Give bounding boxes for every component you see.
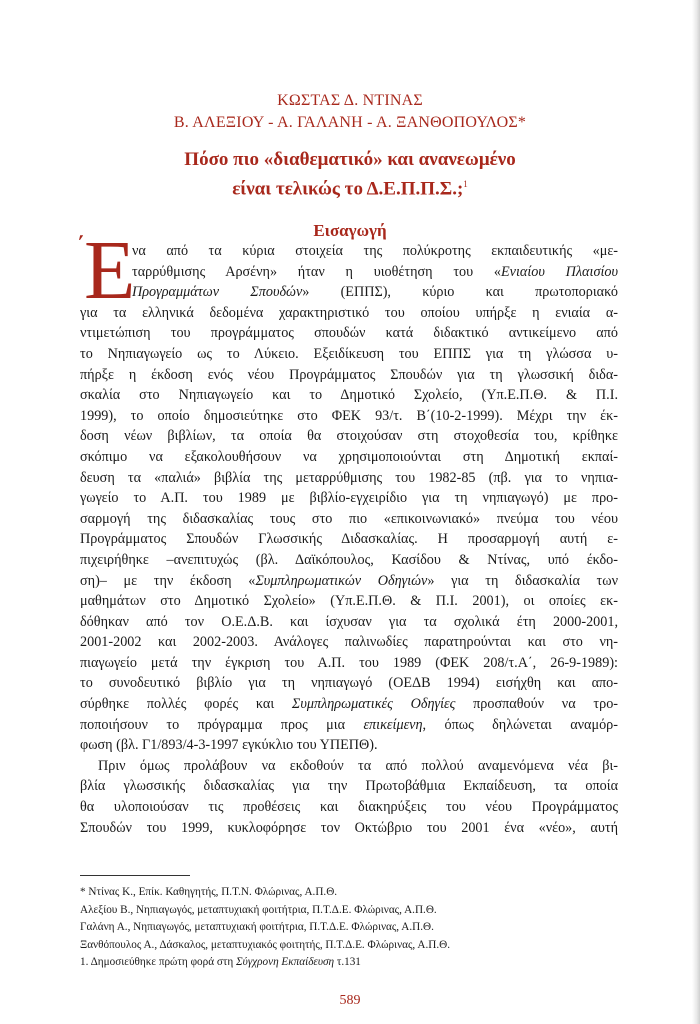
- body-line: βλία γλωσσικής διδασκαλίας για την Πρωτοβάθμια Εκπαίδευση, τα οποία: [80, 778, 618, 795]
- body-line-italic: Συμπληρωματικών Οδηγιών: [255, 572, 428, 589]
- body-line: [80, 715, 618, 736]
- footnote: Ξανθόπουλος Α., Δάσκαλος, μεταπτυχιακός φοιτητής, Π.Τ.Δ.Ε. Φλώρινας, Α.Π.Θ.: [80, 938, 451, 951]
- body-line: το Νηπιαγωγείο ως το Λύκειο. Εξειδίκευση του ΕΠΠΣ για τη γλώσσα υ-: [80, 345, 618, 362]
- body-line: Σπουδών του 1999, κυκλοφόρησε τον Οκτώβριο του 2001 ένα «νέο», αυτή: [80, 819, 618, 836]
- section-heading: Εισαγωγή: [313, 221, 387, 240]
- article-title: [0, 147, 700, 200]
- body-line: 1999), το οποίο δημοσιεύτηκε στο ΦΕΚ 93/τ. Β΄(10-2-1999). Μέχρι την έκ-: [80, 407, 618, 424]
- body-line: να από τα κύρια στοιχεία της πολύκροτης εκπαιδευτικής «με-: [132, 243, 618, 259]
- body-line: σαρμογή της διδασκαλίας τους στο πιο «επικοινωνιακό» πνεύμα του νέου: [80, 510, 618, 527]
- body-line: δευση τα «παλιά» βιβλία της μεταρρύθμισης του 1982-85 (πβ. για το νηπια-: [80, 469, 618, 486]
- footnote-rule: [80, 875, 190, 876]
- body-line-italic: Προγραμμάτων Σπουδών: [132, 284, 303, 301]
- footnotes: [80, 884, 620, 972]
- body-line-segment: ποποιήσουν το πρόγραμμα προς μια: [80, 716, 364, 733]
- body-line: σκαλία στο Νηπιαγωγείο και το Δημοτικό Σχολείο, (Υπ.Ε.Π.Θ. & Π.Ι.: [80, 387, 618, 404]
- body-line-segment: » για τη διδασκαλία των: [427, 572, 618, 589]
- body-line-segment: προσπαθούν να τρο-: [455, 696, 618, 713]
- body-line-italic: Συμπληρωματικές Οδηγίες: [291, 696, 456, 713]
- title-line-2: [0, 172, 700, 200]
- body-line: 2001-2002 και 2002-2003. Ανάλογες παλινωδίες παρατηρούνται και στο νη-: [80, 634, 618, 651]
- footnote: * Ντίνας Κ., Επίκ. Καθηγητής, Π.Τ.Ν. Φλώρινας, Α.Π.Θ.: [80, 886, 338, 898]
- body-line: πιαγωγείο μετά την έγκριση του Α.Π. του 1989 (ΦΕΚ 208/τ.Α΄, 26-9-1989):: [80, 654, 618, 671]
- footnote-segment: τ.131: [334, 956, 361, 968]
- body-line: πιχειρήθηκε –ανεπιτυχώς (βλ. Δαϊκόπουλος, Κασίδου & Ντίνας, υπό έκδο-: [80, 551, 618, 568]
- author-line-coauthors: Β. ΑΛΕΞΙΟΥ - Α. ΓΑΛΑΝΗ - Α. ΞΑΝΘΟΠΟΥΛΟΣ*: [173, 114, 527, 131]
- footnote: Αλεξίου Β., Νηπιαγωγός, μεταπτυχιακή φοιτήτρια, Π.Τ.Δ.Ε. Φλώρινας, Α.Π.Θ.: [80, 903, 437, 916]
- body-line: μαθημάτων στο Δημοτικό Σχολείο» (Υπ.Ε.Π.Θ. & Π.Ι. 2001), οι οποίες εκ-: [80, 593, 618, 610]
- body-line: [80, 262, 618, 283]
- author-block: [0, 90, 700, 134]
- body-line-segment: , όπως δηλώνεται αναμόρ-: [422, 716, 618, 733]
- body-line: θα υλοποιούσαν τις προθέσεις και διακηρύξεις του νέου Προγράμματος: [80, 799, 618, 816]
- footnote: Γαλάνη Α., Νηπιαγωγός, μεταπτυχιακή φοιτήτρια, Π.Τ.Δ.Ε. Φλώρινας, Α.Π.Θ.: [80, 921, 434, 933]
- title-line-2-text: είναι τελικώς το Δ.Ε.Π.Π.Σ.;: [232, 178, 464, 200]
- drop-cap-letter: Ε: [84, 224, 136, 317]
- body-line: [80, 571, 618, 592]
- body-line: δοση νέων βιβλίων, τα οποία θα στοιχούσαν στη στοχοθεσία του, κρίθηκε: [80, 428, 618, 445]
- body-text: [80, 241, 618, 838]
- body-line-segment: » (ΕΠΠΣ), κύριο και πρωτοποριακό: [302, 284, 618, 301]
- body-line: πήρξε η έκδοση ενός νέου Προγράμματος Σπουδών για τη γλωσσική διδα-: [80, 366, 618, 383]
- body-line-segment: σύρθηκε πολλές φορές και: [80, 696, 292, 713]
- body-line: σκόπιμο να εξακολουθήσουν να χρησιμοποιούνται στη Δημοτική εκπαί-: [80, 448, 618, 465]
- footnote: [80, 954, 620, 972]
- body-line: δόθηκαν από τον Ο.Ε.Δ.Β. και ίσχυσαν για τα σχολικά έτη 2000-2001,: [80, 613, 618, 630]
- body-line: Προγράμματος Σπουδών Γλωσσικής Διδασκαλίας. Η προσαρμογή αυτή ε-: [80, 531, 618, 548]
- body-line-italic: Ενιαίου Πλαισίου: [501, 263, 618, 280]
- title-footnote-mark: 1: [463, 179, 468, 189]
- body-line: το συνοδευτικό βιβλίο για τη νηπιαγωγό (ΟΕΔΒ 1994) εισήχθη και απο-: [80, 675, 618, 692]
- body-line-italic: επικείμενη: [363, 716, 423, 733]
- author-line-primary: ΚΩΣΤΑΣ Δ. ΝΤΙΝΑΣ: [277, 92, 423, 109]
- body-line: [80, 694, 618, 715]
- body-line-segment: ση)– με την έκδοση «: [80, 572, 256, 589]
- title-line-1: Πόσο πιο «διαθεματικό» και ανανεωμένο: [184, 149, 516, 170]
- body-line: φωση (βλ. Γ1/893/4-3-1997 εγκύκλιο του ΥΠΕΠΘ).: [80, 737, 378, 754]
- body-line-segment: ταρρύθμισης Αρσένη» ήταν η υιοθέτηση του «: [132, 263, 502, 280]
- body-line: γωγείο το Α.Π. του 1989 με βιβλίο-εγχειρίδιο για τη νηπιαγωγό) με προ-: [80, 490, 618, 507]
- drop-cap-accent: ΄: [76, 230, 86, 263]
- body-line: [80, 282, 618, 303]
- body-line: ντιμετώπιση του προγράμματος σπουδών κατά διδακτικό αντικείμενο από: [80, 325, 618, 342]
- footnote-segment: 1. Δημοσιεύθηκε πρώτη φορά στη: [80, 956, 237, 968]
- body-line: Πριν όμως προλάβουν να εκδοθούν τα από πολλού αναμενόμενα νέα βι-: [98, 757, 618, 774]
- page-number: 589: [339, 993, 361, 1008]
- footnote-italic: Σύγχρονη Εκπαίδευση: [236, 956, 335, 968]
- body-line: για τα ελληνικά δεδομένα χαρακτηριστικό του οποίου υπήρξε η ενιαία α-: [80, 304, 618, 321]
